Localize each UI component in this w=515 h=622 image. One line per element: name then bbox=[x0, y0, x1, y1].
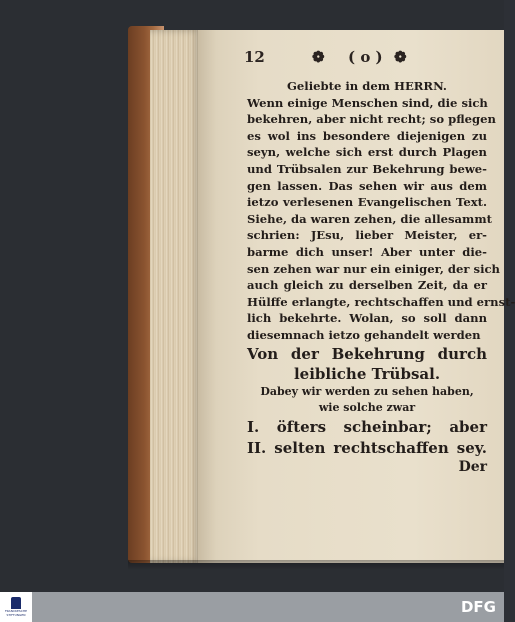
text-line: gen lassen. Das sehen wir aus dem bbox=[247, 178, 487, 193]
text-line: lich bekehrte. Wolan, so soll dann bbox=[247, 311, 487, 326]
point-one: I. öfters scheinbar; aber bbox=[247, 417, 487, 436]
text-line: ietzo verlesenen Evangelischen Text. bbox=[247, 195, 487, 210]
text-line: seyn, welche sich erst durch Plagen bbox=[247, 145, 487, 160]
library-logo-text: FRANCKESCHE STIFTUNGEN bbox=[4, 609, 28, 617]
text-line: Siehe, da waren zehen, die allesammt bbox=[247, 211, 492, 226]
subtitle-line: wie solche zwar bbox=[318, 401, 416, 415]
library-logo[interactable] bbox=[0, 592, 32, 622]
viewer-footer-bar bbox=[0, 592, 504, 622]
text-line: bekehren, aber nicht recht; so pflegen bbox=[247, 112, 496, 127]
ornament-right-icon: ❁ bbox=[394, 48, 407, 66]
subtitle-line: Dabey wir werden zu sehen haben, bbox=[260, 384, 474, 398]
page-header bbox=[244, 48, 444, 70]
text-line: und Trübsalen zur Bekehrung bewe- bbox=[247, 161, 487, 176]
text-line: diesemnach ietzo gehandelt werden bbox=[247, 327, 481, 342]
folio-mark: ( o ) bbox=[348, 48, 383, 66]
text-line: barme dich unser! Aber unter die- bbox=[247, 244, 487, 259]
sermon-text bbox=[247, 78, 515, 475]
section-title: leibliche Trübsal. bbox=[293, 364, 441, 383]
text-line: sen zehen war nur ein einiger, der sich bbox=[247, 261, 500, 276]
library-logo-icon bbox=[11, 597, 21, 609]
text-line: auch gleich zu derselben Zeit, da er bbox=[247, 278, 487, 293]
page-shadow bbox=[128, 560, 504, 570]
page-stack-edge bbox=[150, 30, 202, 563]
text-line: es wol ins besondere diejenigen zu bbox=[247, 128, 487, 143]
catchword: Der bbox=[458, 458, 487, 475]
text-line: Hülffe erlangte, rechtschaffen und ernst- bbox=[247, 294, 515, 309]
text-line: Wenn einige Menschen sind, die sich bbox=[247, 95, 488, 110]
ornament-left-icon: ❁ bbox=[312, 48, 325, 66]
text-line: schrien: JEsu, lieber Meister, er- bbox=[247, 228, 487, 243]
section-title: Von der Bekehrung durch bbox=[247, 344, 487, 363]
dfg-logo[interactable]: DFG bbox=[460, 598, 496, 616]
point-two: II. selten rechtschaffen sey. bbox=[247, 438, 487, 457]
page-number: 12 bbox=[244, 48, 265, 66]
text-line: Geliebte in dem HERRN. bbox=[287, 79, 447, 93]
